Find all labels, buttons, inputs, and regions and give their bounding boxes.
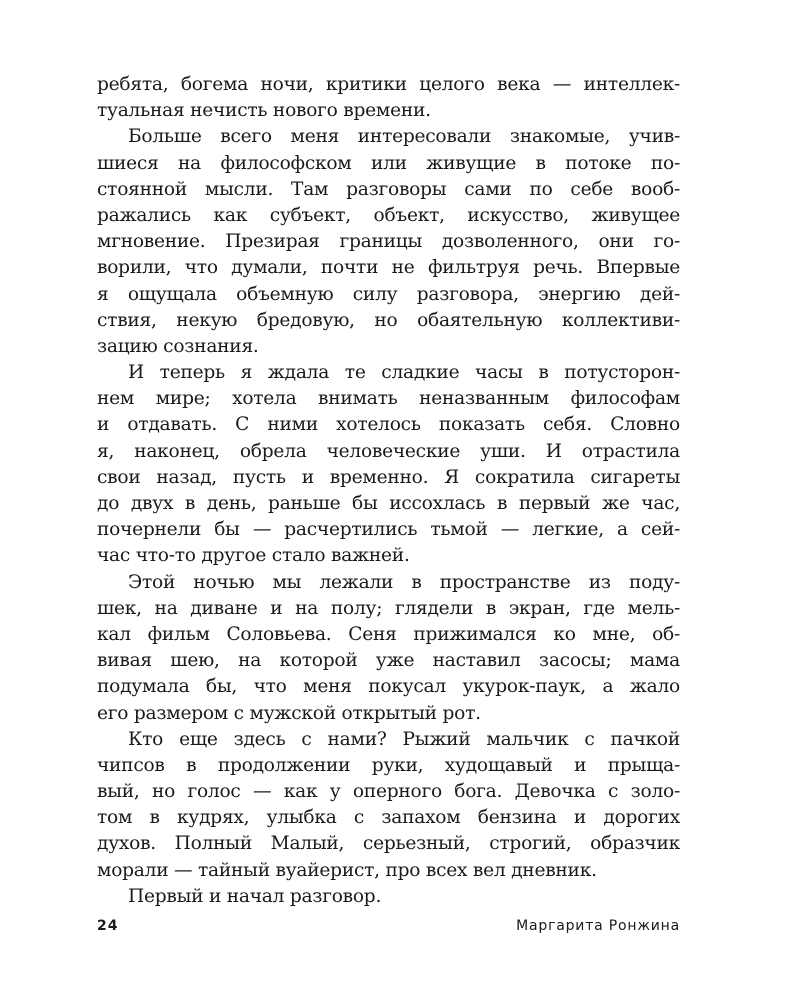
text-line: шек, на диване и на полу; глядели в экран, где мель- — [97, 597, 680, 619]
text-line: ворили, что думали, почти не фильтруя речь. Впервые — [97, 257, 680, 279]
text-line: мгновение. Презирая границы дозволенного, они го- — [97, 231, 680, 253]
text-line: ребята, богема ночи, критики целого века — интеллек- — [97, 74, 680, 95]
text-line: том в кудрях, улыбка с запахом бензина и дорогих — [97, 807, 680, 829]
text-line: чипсов в продолжении руки, худощавый и прыща- — [97, 754, 680, 776]
text-line: нем мире; хотела внимать неназванным философам — [97, 388, 680, 410]
book-page-body — [97, 72, 680, 910]
text-line: и отдавать. С ними хотелось показать себя. Словно — [97, 414, 680, 436]
text-line: я, наконец, обрела человеческие уши. И отрастила — [97, 440, 680, 462]
text-line: туальная нечисть нового времени. — [97, 100, 431, 122]
text-line: зацию сознания. — [97, 335, 259, 357]
running-footer-author: Маргарита Ронжина — [516, 918, 680, 934]
text-line: кал фильм Соловьева. Сеня прижимался ко мне, об- — [97, 623, 680, 645]
text-line: ражались как субъект, объект, искусство, живущее — [97, 204, 680, 226]
text-line: час что-то другое стало важней. — [97, 545, 410, 567]
text-line: вивая шею, на которой уже наставил засосы; мама — [97, 650, 680, 672]
text-line: его размером с мужской открытый рот. — [97, 702, 481, 724]
text-line: ствия, некую бредовую, но обаятельную коллективи- — [97, 309, 680, 331]
text-line: почернели бы — расчертились тьмой — легкие, а сей- — [97, 519, 680, 541]
paragraph-start-line: Этой ночью мы лежали в пространстве из поду- — [128, 571, 680, 593]
paragraph-start-line: Кто еще здесь с нами? Рыжий мальчик с пачкой — [128, 728, 680, 750]
text-line: стоянной мысли. Там разговоры сами по себе вооб- — [97, 178, 680, 200]
text-line: вый, но голос — как у оперного бога. Девочка с золо- — [97, 781, 680, 803]
paragraph-start-line: Первый и начал разговор. — [128, 885, 382, 907]
paragraph-start-line: Больше всего меня интересовали знакомые, учив- — [128, 126, 680, 148]
text-line: шиеся на философском или живущие в потоке по- — [97, 152, 680, 174]
text-line: свои назад, пусть и временно. Я сократила сигареты — [97, 466, 680, 488]
page-number: 24 — [97, 918, 119, 934]
text-line: духов. Полный Малый, серьезный, строгий, образчик — [97, 833, 680, 855]
text-line: подумала бы, что меня покусал укурок-паук, а жало — [97, 676, 680, 698]
paragraph-start-line: И теперь я ждала те сладкие часы в потусторон- — [128, 362, 680, 384]
text-line: морали — тайный вуайерист, про всех вел дневник. — [97, 859, 597, 881]
text-line: до двух в день, раньше бы иссохлась в первый же час, — [97, 493, 680, 514]
text-line: я ощущала объемную силу разговора, энергию дей- — [97, 283, 680, 305]
